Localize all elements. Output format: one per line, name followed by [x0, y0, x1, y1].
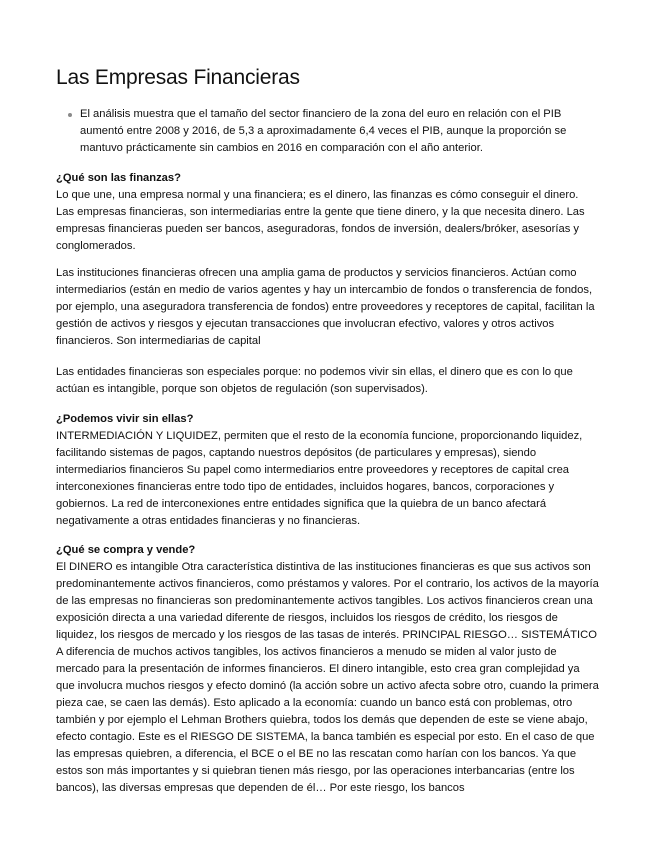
paragraph: Lo que une, una empresa normal y una financiera; es el dinero, las finanzas es cómo conseguir el dinero. Las empresas financieras, son intermediarias entre la gente que tiene dinero, y la que necesita dinero. Las empresas financieras pueden ser bancos, aseguradoras, fondos de inversión, dealers/bróker, asesorías y conglomerados.: [56, 189, 585, 252]
page-title: Las Empresas Financieras: [56, 66, 300, 89]
paragraph: Las instituciones financieras ofrecen una amplia gama de productos y servicios financieros. Actúan como intermediarios (están en medio de varios agentes y hay un intercambio de fondos o transferencia de fondos, por ejemplo, una aseguradora transferencia de fondos) entre proveedores y receptores de capital, facilitan la gestión de activos y riesgos y ejecutan transacciones que involucran efectivo, valores y otros activos financieros. Son intermediarias de capital: [56, 267, 595, 347]
bullet-dot-icon: [68, 113, 72, 117]
paragraph-instituciones: [56, 265, 599, 350]
section-que-se-compra: [56, 542, 599, 797]
section-podemos-vivir: [56, 411, 599, 530]
paragraph: El DINERO es intangible Otra característica distintiva de las instituciones financieras es que sus activos son predominantemente activos financieros, como préstamos y valores. Por el contrario, los activos de la mayoría de las empresas no financieras son predominantemente activos tangibles. Los activos financieros crean una exposición directa a una variedad diferente de riesgos, incluidos los riesgos de crédito, los riesgos de liquidez, los riesgos de mercado y los riesgos de las tasas de interés. PRINCIPAL RIESGO… SISTEMÁTICO A diferencia de muchos activos tangibles, los activos financieros a menudo se miden al valor justo de mercado para la presentación de informes financieros. El dinero intangible, esto crea gran complejidad ya que involucra muchos riesgos y efecto dominó (la acción sobre un activo afecta sobre otro, cuando la primera pieza cae, se caen las demás). Esto aplicado a la economía: cuando un banco está con problemas, otro también y por ejemplo el Lehman Brothers quiebra, todos los demás que dependen de este se viene abajo, efecto contagio. Este es el RIESGO DE SISTEMA, la banca también es especial por esto. En el caso de que las empresas quiebren, a diferencia, el BCE o el BE no las rescatan como harían con los bancos. Ya que estos son más importantes y si quiebran tienen más riesgo, por las operaciones interbancarias (entre los bancos), las diversas empresas que dependen de él… Por este riesgo, los bancos: [56, 561, 599, 794]
bullet-text: El análisis muestra que el tamaño del sector financiero de la zona del euro en relación con el PIB aumentó entre 2008 y 2016, de 5,3 a aproximadamente 6,4 veces el PIB, aunque la proporción se mantuvo prácticamente sin cambios en 2016 en comparación con el año anterior.: [80, 108, 567, 154]
section-heading: ¿Qué son las finanzas?: [56, 172, 181, 184]
section-heading: ¿Qué se compra y vende?: [56, 544, 196, 556]
paragraph: INTERMEDIACIÓN Y LIQUIDEZ, permiten que el resto de la economía funcione, proporcionando liquidez, facilitando sistemas de pagos, captando nuestros depósitos (de particulares y empresas), siendo intermediarios financieros Su papel como intermediarios entre proveedores y receptores de capital crea interconexiones financieras entre todo tipo de entidades, incluidos hogares, bancos, corporaciones y gobiernos. La red de interconexiones entre entidades significa que la quiebra de un banco afectará negativamente a otras entidades financieras y no financieras.: [56, 430, 583, 527]
section-heading: ¿Podemos vivir sin ellas?: [56, 413, 194, 425]
paragraph: Las entidades financieras son especiales porque: no podemos vivir sin ellas, el dinero que es con lo que actúan es intangible, porque son objetos de regulación (son supervisados).: [56, 366, 573, 395]
section-que-son-las-finanzas: [56, 170, 599, 255]
paragraph-entidades-especiales: [56, 364, 599, 398]
